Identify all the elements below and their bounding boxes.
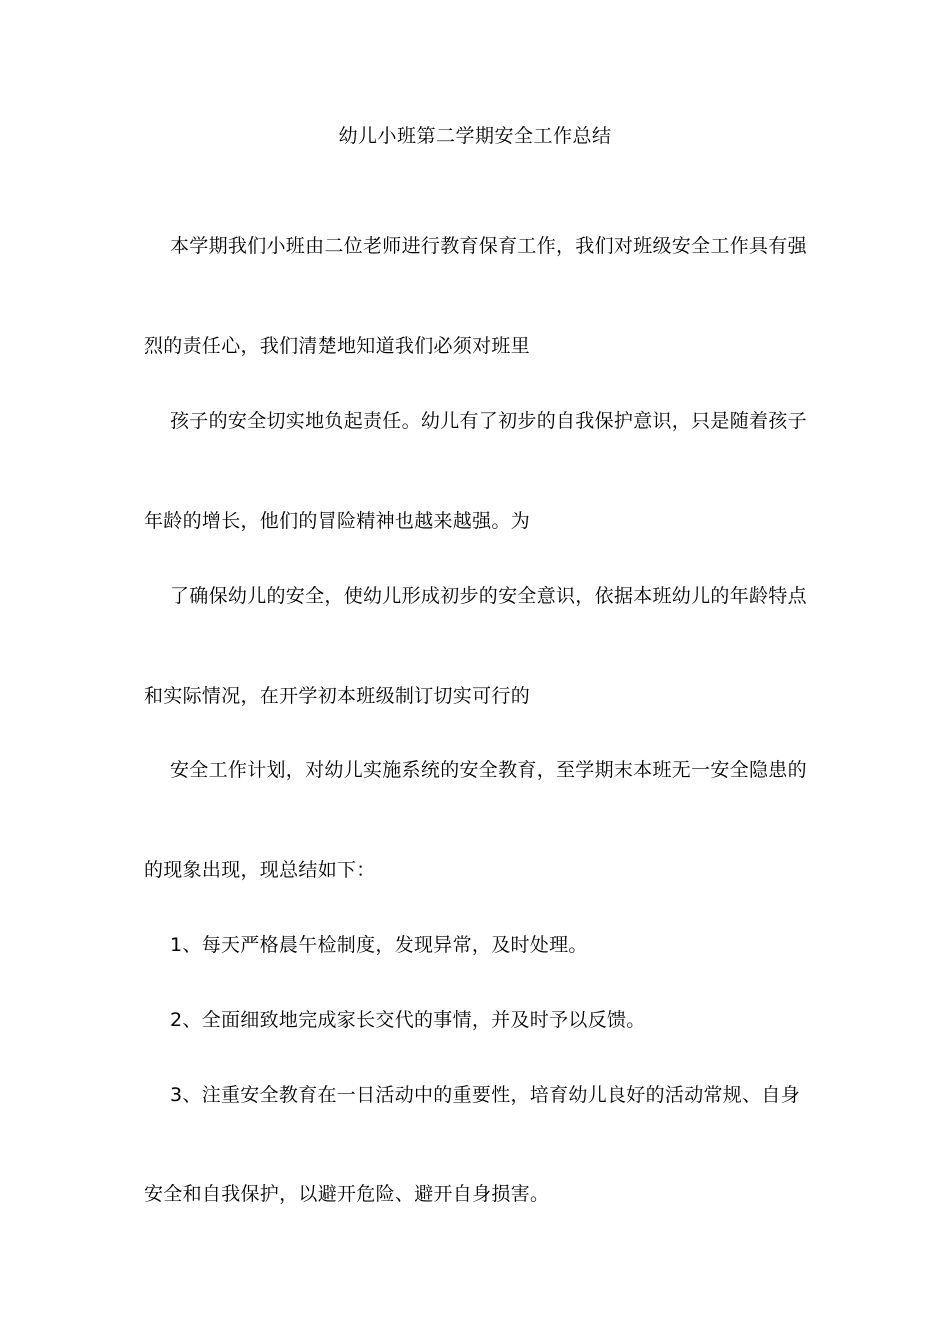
paragraph-line: 了确保幼儿的安全，使幼儿形成初步的安全意识，依据本班幼儿的年龄特点: [170, 585, 807, 607]
list-item: 1、每天严格晨午检制度，发现异常，及时处理。: [170, 934, 588, 956]
list-item: 2、全面细致地完成家长交代的事情，并及时予以反馈。: [170, 1009, 646, 1031]
paragraph-line: 和实际情况，在开学初本班级制订切实可行的: [144, 685, 531, 707]
paragraph-line: 本学期我们小班由二位老师进行教育保育工作，我们对班级安全工作具有强: [170, 235, 807, 257]
paragraph-line: 的现象出现，现总结如下：: [144, 859, 376, 881]
list-item: 3、注重安全教育在一日活动中的重要性，培育幼儿良好的活动常规、自身: [170, 1084, 800, 1106]
paragraph-line: 孩子的安全切实地负起责任。幼儿有了初步的自我保护意识，只是随着孩子: [170, 410, 807, 432]
paragraph-line: 安全工作计划，对幼儿实施系统的安全教育，至学期末本班无一安全隐患的: [170, 759, 807, 781]
paragraph-line: 烈的责任心，我们清楚地知道我们必须对班里: [144, 335, 531, 357]
paragraph-line: 年龄的增长，他们的冒险精神也越来越强。为: [144, 510, 531, 532]
paragraph-line: 安全和自我保护，以避开危险、避开自身损害。: [144, 1183, 550, 1205]
document-title: 幼儿小班第二学期安全工作总结: [338, 125, 612, 147]
